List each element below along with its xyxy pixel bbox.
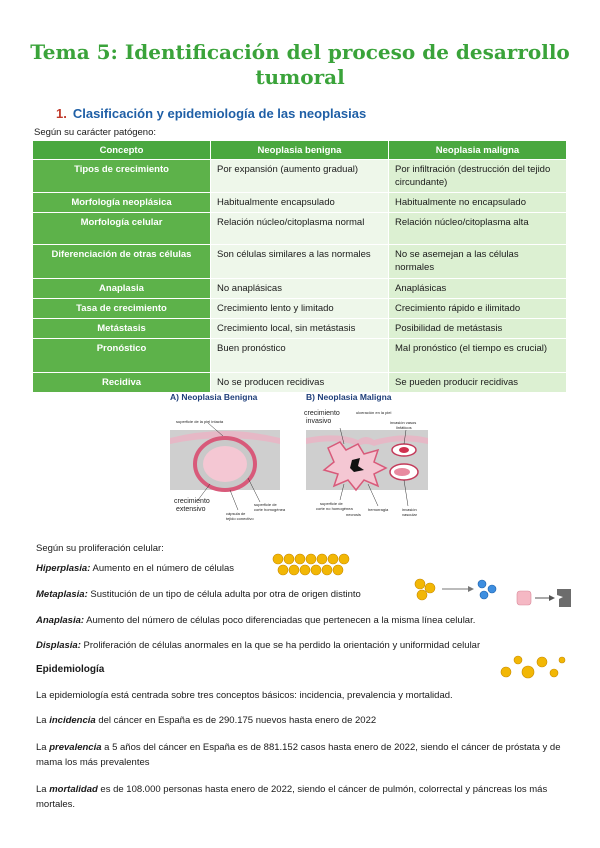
- text-hiperplasia: Aumento en el número de células: [90, 563, 235, 574]
- row-malignant: Se pueden producir recidivas: [389, 373, 567, 393]
- header-concepto: Concepto: [33, 141, 211, 160]
- table-row: [33, 279, 567, 299]
- row-benign: Crecimiento lento y limitado: [211, 299, 389, 319]
- section-heading-text: Clasificación y epidemiología de las neoplasias: [72, 106, 367, 121]
- label-b-growth-1: crecimiento: [304, 410, 340, 417]
- header-maligna: Neoplasia maligna: [389, 141, 567, 160]
- term-displasia: Displasia:: [36, 640, 81, 651]
- label-b-hemorrhage: hemorragia: [368, 507, 389, 512]
- label-a-growth-1: crecimiento: [174, 498, 210, 505]
- figure-label-benign: A) Neoplasia Benigna: [170, 392, 258, 402]
- text-displasia: Proliferación de células anormales en la que se ha perdido la orientación y uniformidad celular: [80, 640, 481, 651]
- p2-post: del cáncer en España es de 290.175 nuevos hasta enero de 2022: [95, 715, 377, 726]
- label-b-necrosis: necrosis: [346, 512, 361, 517]
- row-malignant: Habitualmente no encapsulado: [389, 193, 567, 213]
- table-row: [33, 339, 567, 373]
- label-b-growth-2: invasivo: [306, 418, 332, 425]
- row-malignant: No se asemejan a las células normales: [389, 245, 567, 279]
- row-concept: Pronóstico: [33, 339, 211, 373]
- neoplasia-figure: [168, 388, 438, 528]
- p3-post: a 5 años del cáncer en España es de 881.152 casos hasta enero de 2022, siendo el cáncer de próstata y de mama los más prevalentes: [36, 742, 561, 768]
- row-concept: Metástasis: [33, 319, 211, 339]
- term-metaplasia: Metaplasia:: [36, 589, 88, 600]
- label-b-ulcer: ulceración en la piel: [356, 410, 392, 415]
- row-concept: Diferenciación de otras células: [33, 245, 211, 279]
- label-b-vascular-1: invasión: [402, 507, 417, 512]
- row-malignant: Por infiltración (destrucción del tejido circundante): [389, 160, 567, 193]
- metaplasia-cells-image: [412, 576, 502, 602]
- label-b-cut-1: superficie de: [320, 501, 343, 506]
- table-row: [33, 193, 567, 213]
- page-title: Tema 5: Identificación del proceso de desarrollo tumoral: [30, 40, 570, 89]
- table-row: [33, 213, 567, 245]
- row-concept: Recidiva: [33, 373, 211, 393]
- row-benign: Relación núcleo/citoplasma normal: [211, 213, 389, 245]
- table-row: [33, 319, 567, 339]
- row-benign: Son células similares a las normales: [211, 245, 389, 279]
- p2-term: incidencia: [49, 715, 96, 726]
- row-malignant: Posibilidad de metástasis: [389, 319, 567, 339]
- displasia-cells-image: [498, 652, 570, 680]
- intro-text: Según su carácter patógeno:: [34, 127, 157, 138]
- row-concept: Tasa de crecimiento: [33, 299, 211, 319]
- label-a-capsule-1: cápsula de: [226, 511, 246, 516]
- header-benigna: Neoplasia benigna: [211, 141, 389, 160]
- table-row: [33, 245, 567, 279]
- figure-label-malignant: B) Neoplasia Maligna: [306, 392, 392, 402]
- row-concept: Anaplasia: [33, 279, 211, 299]
- text-metaplasia: Sustitución de un tipo de célula adulta por otra de origen distinto: [87, 589, 361, 600]
- prolif-intro: Según su proliferación celular:: [36, 543, 164, 554]
- p4-pre: La: [36, 784, 50, 795]
- epidemiology-paragraph-mortalidad: [36, 782, 566, 812]
- row-malignant: Relación núcleo/citoplasma alta: [389, 213, 567, 245]
- row-benign: No se producen recidivas: [211, 373, 389, 393]
- epidemiology-paragraph-1: La epidemiología está centrada sobre tres conceptos básicos: incidencia, prevalencia y mortalidad.: [36, 690, 453, 701]
- row-malignant: Anaplásicas: [389, 279, 567, 299]
- label-a-surface: superficie de la piel intacta: [176, 419, 224, 424]
- table-row: [33, 160, 567, 193]
- label-b-vessels-2: linfáticos: [396, 425, 412, 430]
- malignant-diagram: [306, 428, 428, 506]
- section-number: 1.: [56, 106, 67, 121]
- epidemiology-title: Epidemiología: [36, 664, 105, 675]
- hiperplasia-cells-image: [270, 552, 352, 578]
- definition-anaplasia: [36, 615, 475, 626]
- row-malignant: Mal pronóstico (el tiempo es crucial): [389, 339, 567, 373]
- p3-term: prevalencia: [49, 742, 102, 753]
- row-concept: Tipos de crecimiento: [33, 160, 211, 193]
- row-benign: Crecimiento local, sin metástasis: [211, 319, 389, 339]
- section-heading: [56, 106, 366, 121]
- row-benign: No anaplásicas: [211, 279, 389, 299]
- epidemiology-paragraph-incidencia: [36, 713, 566, 728]
- label-b-cut-2: corte no homogénea: [316, 506, 353, 511]
- label-a-growth-2: extensivo: [176, 506, 206, 513]
- epidemiology-paragraph-prevalencia: [36, 740, 566, 770]
- label-a-cut-2: corte homogénea: [254, 507, 286, 512]
- classification-table: [32, 140, 567, 393]
- row-concept: Morfología neoplásica: [33, 193, 211, 213]
- row-benign: Por expansión (aumento gradual): [211, 160, 389, 193]
- row-malignant: Crecimiento rápido e ilimitado: [389, 299, 567, 319]
- text-anaplasia: Aumento del número de células poco diferenciadas que pertenecen a la misma línea celular.: [84, 615, 476, 626]
- p4-post: es de 108.000 personas hasta enero de 2022, siendo el cáncer de pulmón, colorrectal y páncreas los más mortales.: [36, 784, 548, 810]
- p3-pre: La: [36, 742, 50, 753]
- row-benign: Habitualmente encapsulado: [211, 193, 389, 213]
- label-a-cut-1: superficie de: [254, 502, 277, 507]
- label-b-vessels-1: invasión vasos: [390, 420, 417, 425]
- term-hiperplasia: Hiperplasia:: [36, 563, 91, 574]
- p2-pre: La: [36, 715, 50, 726]
- term-anaplasia: Anaplasia:: [36, 615, 85, 626]
- p4-term: mortalidad: [49, 784, 98, 795]
- row-benign: Buen pronóstico: [211, 339, 389, 373]
- row-concept: Morfología celular: [33, 213, 211, 245]
- label-b-vascular-2: vascular: [402, 512, 417, 517]
- definition-hiperplasia: [36, 563, 234, 574]
- table-header-row: [33, 141, 567, 160]
- definition-displasia: [36, 640, 480, 651]
- benign-diagram: [170, 423, 280, 510]
- label-a-capsule-2: tejido conectivo: [226, 516, 254, 521]
- metaplasia-tissue-image: [515, 585, 575, 611]
- table-row: [33, 299, 567, 319]
- definition-metaplasia: [36, 589, 361, 600]
